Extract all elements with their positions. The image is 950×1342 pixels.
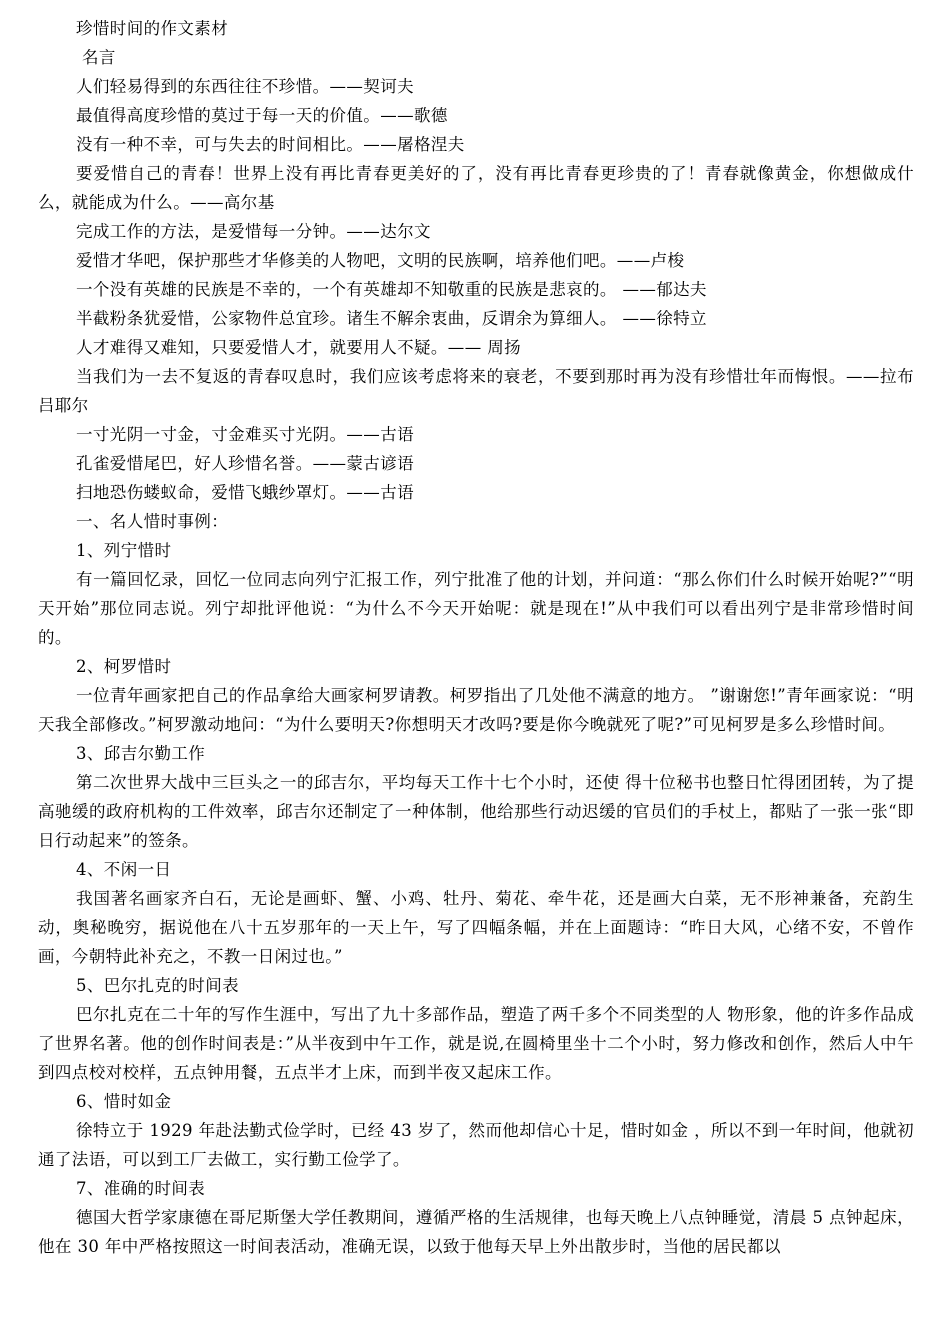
example-heading: 5、巴尔扎克的时间表 <box>76 976 239 995</box>
quote: 人们轻易得到的东西往往不珍惜。——契诃夫 <box>76 77 414 96</box>
document-title: 珍惜时间的作文素材 <box>76 19 229 38</box>
quote: 扫地恐伤蝼蚁命，爱惜飞蛾纱罩灯。——古语 <box>76 483 414 502</box>
example-heading: 1、列宁惜时 <box>76 541 172 560</box>
example-body: 德国大哲学家康德在哥尼斯堡大学任教期间，遵循严格的生活规律，也每天晚上八点钟睡觉，清晨 5 点钟起床，他在 30 年中严格按照这一时间表活动，准确无误，以致于他每天早上外出散步时，当他的居民都以 <box>38 1208 914 1256</box>
quote: 完成工作的方法，是爱惜每一分钟。——达尔文 <box>76 222 431 241</box>
quotes-heading: 名言 <box>82 48 116 67</box>
example-body: 有一篇回忆录，回忆一位同志向列宁汇报工作，列宁批准了他的计划，并问道：“那么你们什么时候开始呢?”“明天开始”那位同志说。列宁却批评他说：“为什么不今天开始呢：就是现在!”从中我们可以看出列宁是非常珍惜时间的。 <box>38 570 914 647</box>
document-page <box>38 14 914 1261</box>
quote: 一个没有英雄的民族是不幸的，一个有英雄却不知敬重的民族是悲哀的。 ——郁达夫 <box>76 280 707 299</box>
quote: 没有一种不幸，可与失去的时间相比。——屠格涅夫 <box>76 135 465 154</box>
example-body: 第二次世界大战中三巨头之一的邱吉尔，平均每天工作十七个小时，还使 得十位秘书也整日忙得团团转，为了提高驰缓的政府机构的工件效率，邱吉尔还制定了一种体制，他给那些行动迟缓的官员们的手杖上，都贴了一张一张“即日行动起来”的签条。 <box>38 773 914 850</box>
example-body: 徐特立于 1929 年赴法勤式俭学时，已经 43 岁了，然而他却信心十足，惜时如金 ，所以不到一年时间，他就初通了法语，可以到工厂去做工，实行勤工俭学了。 <box>38 1121 914 1169</box>
quote: 当我们为一去不复返的青春叹息时，我们应该考虑将来的衰老，不要到那时再为没有珍惜壮年而悔恨。——拉布吕耶尔 <box>38 367 914 415</box>
example-heading: 7、准确的时间表 <box>76 1179 206 1198</box>
example-body: 一位青年画家把自己的作品拿给大画家柯罗请教。柯罗指出了几处他不满意的地方。 ”谢谢您!”青年画家说：“明天我全部修改。”柯罗激动地问：“为什么要明天?你想明天才改吗?要是你今晚就死了呢?”可见柯罗是多么珍惜时间。 <box>38 686 914 734</box>
example-body: 巴尔扎克在二十年的写作生涯中，写出了九十多部作品，塑造了两千多个不同类型的人 物形象，他的许多作品成了世界名著。他的创作时间表是：”从半夜到中午工作，就是说,在圆椅里坐十二个小时，努力修改和创作，然后人中午到四点校对校样，五点钟用餐，五点半才上床，而到半夜又起床工作。 <box>38 1005 914 1082</box>
quote: 孔雀爱惜尾巴，好人珍惜名誉。——蒙古谚语 <box>76 454 414 473</box>
example-body: 我国著名画家齐白石，无论是画虾、蟹、小鸡、牡丹、菊花、牵牛花，还是画大白菜，无不形神兼备，充韵生动，奥秘晚穷，据说他在八十五岁那年的一天上午，写了四幅条幅，并在上面题诗：“昨日大风，心绪不安，不曾作画，今朝特此补充之，不教一日闲过也。” <box>38 889 914 966</box>
example-heading: 3、邱吉尔勤工作 <box>76 744 206 763</box>
quotes-list <box>38 72 914 507</box>
quote: 最值得高度珍惜的莫过于每一天的价值。——歌德 <box>76 106 448 125</box>
quote: 人才难得又难知，只要爱惜人才，就要用人不疑。—— 周扬 <box>76 338 522 357</box>
quote: 爱惜才华吧，保护那些才华修美的人物吧，文明的民族啊，培养他们吧。——卢梭 <box>76 251 685 270</box>
examples-list <box>38 536 914 1261</box>
example-heading: 6、惜时如金 <box>76 1092 172 1111</box>
quote: 半截粉条犹爱惜，公家物件总宜珍。诸生不解余衷曲，反谓余为算细人。 ——徐特立 <box>76 309 707 328</box>
example-heading: 4、不闲一日 <box>76 860 172 879</box>
quote: 要爱惜自己的青春！世界上没有再比青春更美好的了，没有再比青春更珍贵的了！青春就像黄金，你想做成什么，就能成为什么。——高尔基 <box>38 164 914 212</box>
quote: 一寸光阴一寸金，寸金难买寸光阴。——古语 <box>76 425 414 444</box>
examples-heading: 一、名人惜时事例： <box>76 512 229 531</box>
example-heading: 2、柯罗惜时 <box>76 657 172 676</box>
